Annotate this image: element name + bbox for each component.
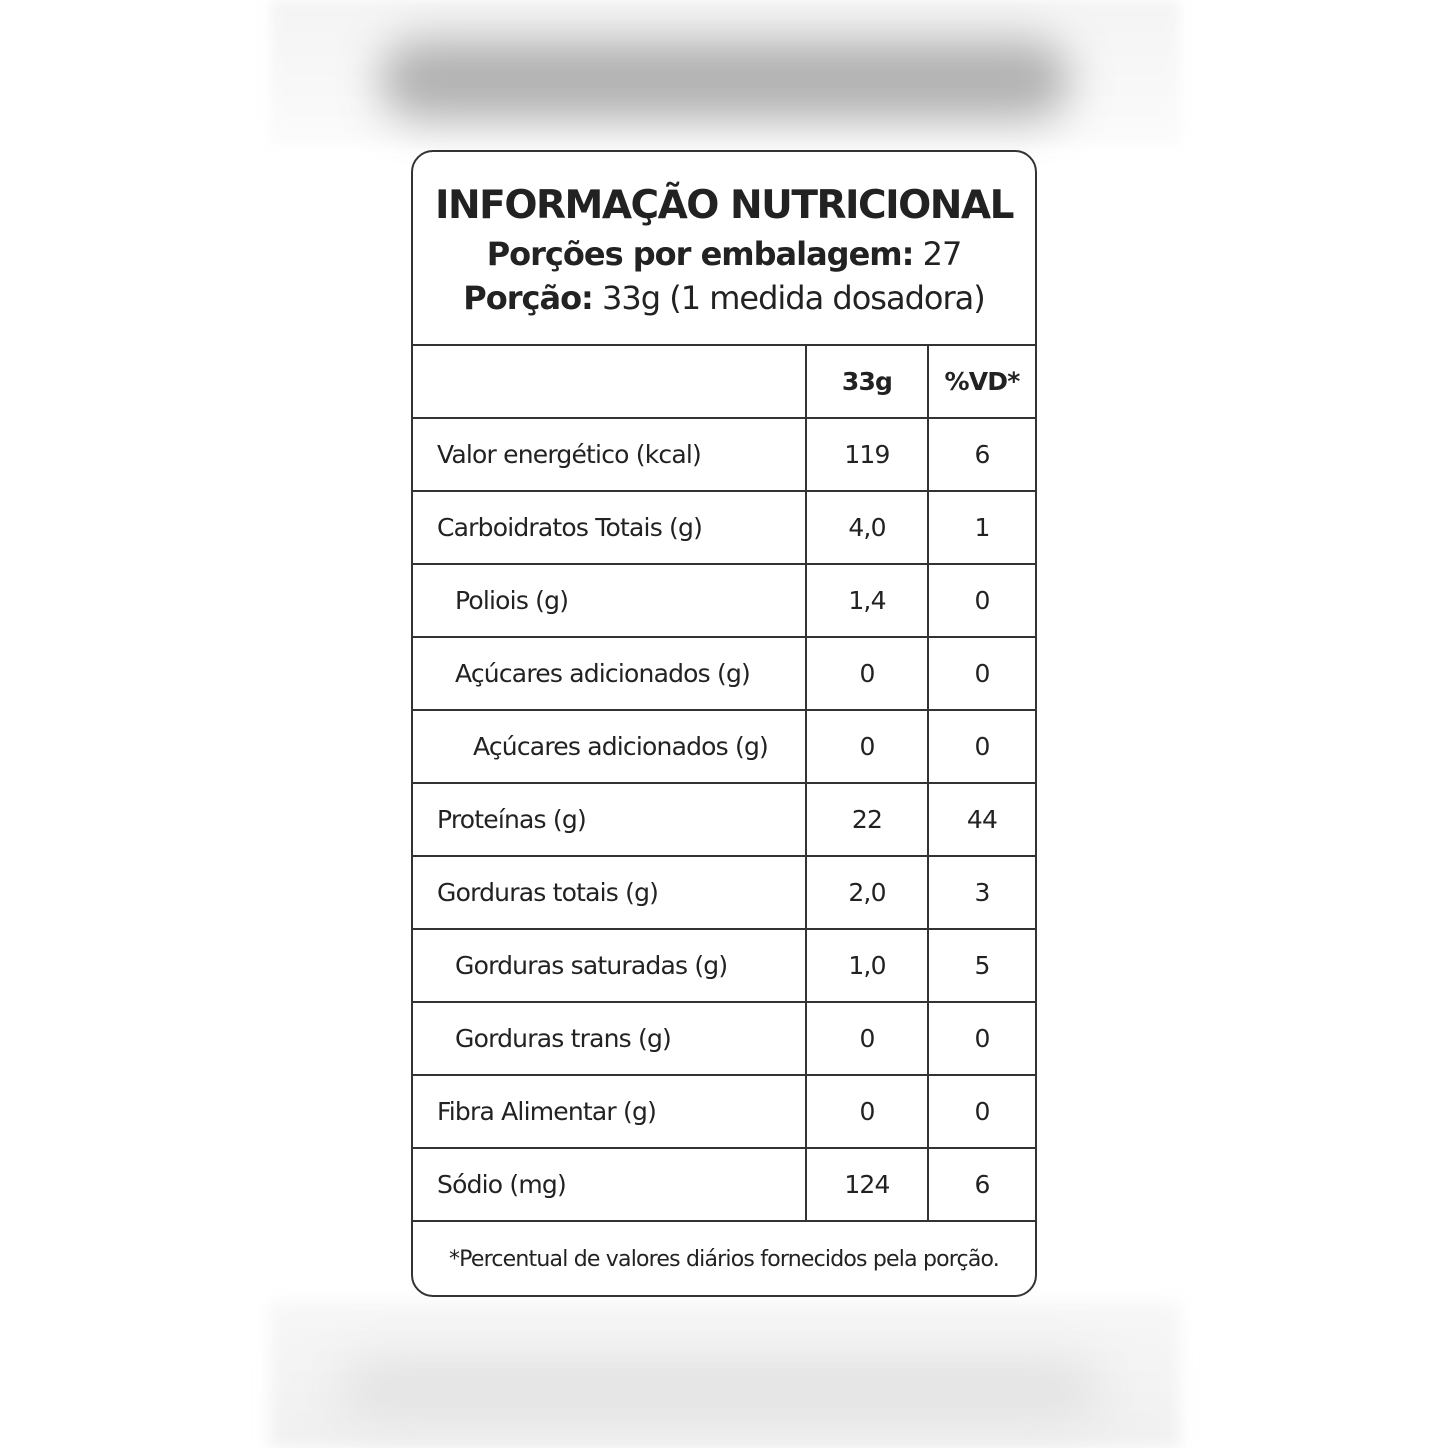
column-header-name (413, 346, 806, 418)
nutrient-name: Sódio (mg) (413, 1148, 806, 1221)
nutrient-name: Poliois (g) (413, 564, 806, 637)
table-row (413, 564, 1035, 637)
table-row (413, 783, 1035, 856)
nutrient-vd: 0 (928, 564, 1035, 637)
portion-line (413, 276, 1035, 320)
nutrient-name: Gorduras trans (g) (413, 1002, 806, 1075)
nutrient-vd: 0 (928, 710, 1035, 783)
table-header-row (413, 346, 1035, 418)
nutrient-name: Carboidratos Totais (g) (413, 491, 806, 564)
portion-value: 33g (1 medida dosadora) (602, 279, 985, 317)
table-row (413, 1002, 1035, 1075)
nutrient-value: 0 (806, 710, 928, 783)
nutrient-value: 0 (806, 1002, 928, 1075)
servings-line (413, 232, 1035, 276)
nutrient-name: Açúcares adicionados (g) (413, 637, 806, 710)
table-row (413, 418, 1035, 491)
nutrition-table (413, 346, 1035, 1222)
nutrient-vd: 1 (928, 491, 1035, 564)
nutrient-name: Valor energético (kcal) (413, 418, 806, 491)
nutrition-title: INFORMAÇÃO NUTRICIONAL (435, 183, 1013, 228)
table-row (413, 1148, 1035, 1221)
nutrient-vd: 6 (928, 418, 1035, 491)
servings-label: Porções por embalagem: (486, 235, 914, 273)
nutrient-vd: 0 (928, 1075, 1035, 1148)
nutrient-vd: 0 (928, 637, 1035, 710)
nutrient-value: 1,0 (806, 929, 928, 1002)
nutrient-name: Fibra Alimentar (g) (413, 1075, 806, 1148)
nutrient-vd: 44 (928, 783, 1035, 856)
table-row (413, 1075, 1035, 1148)
blurred-shape-bottom (340, 1360, 1100, 1420)
table-row (413, 491, 1035, 564)
servings-value: 27 (922, 235, 962, 273)
table-row (413, 637, 1035, 710)
nutrient-vd: 5 (928, 929, 1035, 1002)
nutrient-vd: 6 (928, 1148, 1035, 1221)
nutrient-value: 22 (806, 783, 928, 856)
nutrient-name: Açúcares adicionados (g) (413, 710, 806, 783)
column-header-portion: 33g (806, 346, 928, 418)
table-row (413, 929, 1035, 1002)
nutrient-value: 0 (806, 1075, 928, 1148)
nutrient-value: 124 (806, 1148, 928, 1221)
portion-label: Porção: (463, 279, 593, 317)
nutrient-name: Gorduras totais (g) (413, 856, 806, 929)
nutrient-vd: 3 (928, 856, 1035, 929)
blurred-shape-top (380, 40, 1070, 120)
nutrition-label (411, 150, 1037, 1297)
nutrient-vd: 0 (928, 1002, 1035, 1075)
table-row (413, 856, 1035, 929)
nutrient-name: Gorduras saturadas (g) (413, 929, 806, 1002)
nutrient-value: 0 (806, 637, 928, 710)
nutrient-value: 4,0 (806, 491, 928, 564)
column-header-vd: %VD* (928, 346, 1035, 418)
nutrition-header (413, 152, 1035, 346)
footnote: *Percentual de valores diários fornecidos pela porção. (448, 1247, 999, 1272)
table-row (413, 710, 1035, 783)
nutrient-value: 2,0 (806, 856, 928, 929)
nutrient-name: Proteínas (g) (413, 783, 806, 856)
nutrient-value: 119 (806, 418, 928, 491)
nutrient-value: 1,4 (806, 564, 928, 637)
